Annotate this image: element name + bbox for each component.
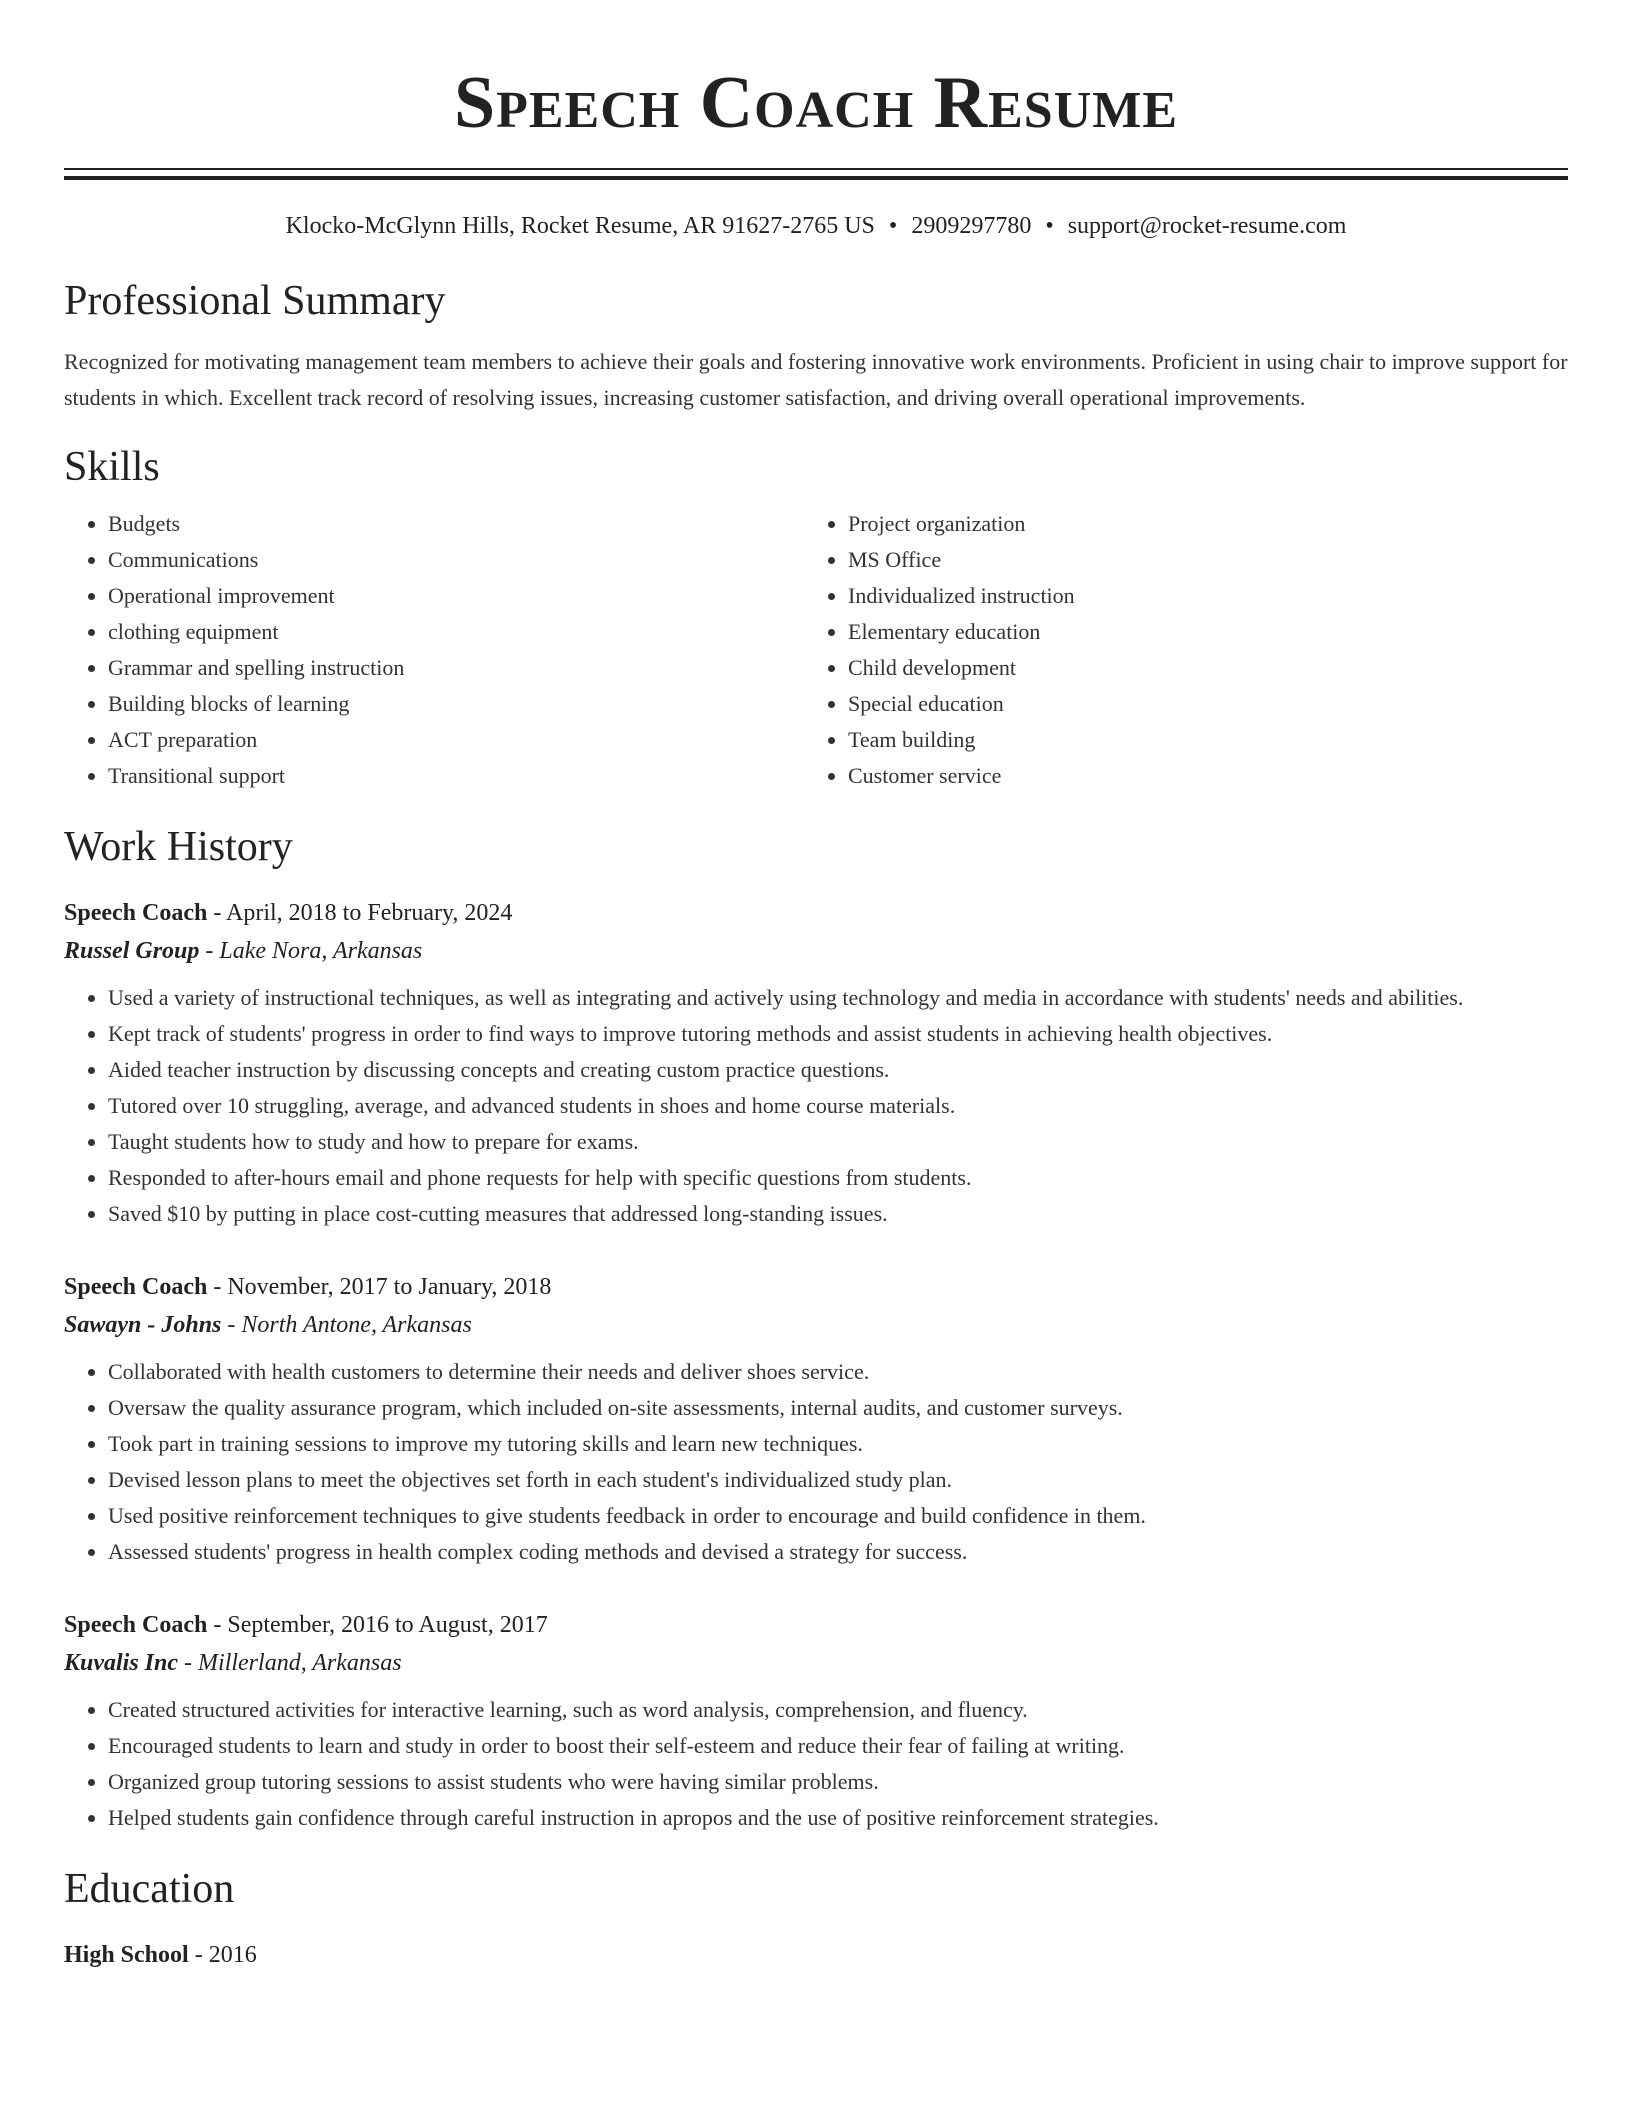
education-heading: Education xyxy=(64,1866,235,1912)
company-location: Lake Nora, Arkansas xyxy=(219,938,423,964)
company-line: Russel Group - Lake Nora, Arkansas xyxy=(64,938,423,964)
job-bullets xyxy=(64,1692,1568,1836)
skills-column-right xyxy=(804,506,1544,794)
job-bullet: • Organized group tutoring sessions to assist students who were having similar problems. xyxy=(108,1764,1568,1800)
company-line: Sawayn - Johns - North Antone, Arkansas xyxy=(64,1312,472,1338)
title-divider-thick xyxy=(64,176,1568,180)
contact-address: Klocko-McGlynn Hills, Rocket Resume, AR 91627-2765 US xyxy=(285,213,875,239)
skills-list xyxy=(64,506,1568,794)
education-year: 2016 xyxy=(208,1942,257,1968)
job-title-line: Speech Coach - September, 2016 to August, 2017 xyxy=(64,1612,548,1638)
skill-item: • Elementary education xyxy=(848,614,1544,650)
job-title: Speech Coach xyxy=(64,900,208,926)
job-bullets xyxy=(64,1354,1568,1570)
job-bullet: • Aided teacher instruction by discussing concepts and creating custom practice questions. xyxy=(108,1052,1568,1088)
job-bullet: • Helped students gain confidence through careful instruction in apropos and the use of positive reinforcement strategies. xyxy=(108,1800,1568,1836)
resume-title: Speech Coach Resume xyxy=(453,62,1179,144)
job-bullet: • Assessed students' progress in health complex coding methods and devised a strategy for success. xyxy=(108,1534,1568,1570)
job-title: Speech Coach xyxy=(64,1612,208,1638)
skill-item: • Grammar and spelling instruction xyxy=(108,650,804,686)
skills-column-left xyxy=(64,506,804,794)
skill-item: • Individualized instruction xyxy=(848,578,1544,614)
job-bullet: • Saved $10 by putting in place cost-cutting measures that addressed long-standing issues. xyxy=(108,1196,1568,1232)
skill-item: • Team building xyxy=(848,722,1544,758)
skill-item: • ACT preparation xyxy=(108,722,804,758)
job-bullet: • Devised lesson plans to meet the objectives set forth in each student's individualized study plan. xyxy=(108,1462,1568,1498)
skill-item: • Budgets xyxy=(108,506,804,542)
skill-item: • Communications xyxy=(108,542,804,578)
company-line: Kuvalis Inc - Millerland, Arkansas xyxy=(64,1650,402,1676)
skill-item: • Child development xyxy=(848,650,1544,686)
skill-item: • Customer service xyxy=(848,758,1544,794)
job-bullet: • Responded to after-hours email and phone requests for help with specific questions from students. xyxy=(108,1160,1568,1196)
job-dates: September, 2016 to August, 2017 xyxy=(227,1612,548,1638)
job-entry xyxy=(64,894,1568,1232)
job-bullet: • Took part in training sessions to improve my tutoring skills and learn new techniques. xyxy=(108,1426,1568,1462)
job-title-line: Speech Coach - November, 2017 to January, 2018 xyxy=(64,1274,552,1300)
job-entry xyxy=(64,1268,1568,1570)
job-title: Speech Coach xyxy=(64,1274,208,1300)
skill-item: • Transitional support xyxy=(108,758,804,794)
skills-heading: Skills xyxy=(64,444,160,490)
contact-separator: • xyxy=(1045,213,1054,239)
company-name: Sawayn - Johns xyxy=(64,1312,222,1338)
job-bullet: • Collaborated with health customers to determine their needs and deliver shoes service. xyxy=(108,1354,1568,1390)
job-entry xyxy=(64,1606,1568,1836)
job-bullet: • Kept track of students' progress in order to find ways to improve tutoring methods and assist students in achieving health objectives. xyxy=(108,1016,1568,1052)
education-degree: High School xyxy=(64,1942,189,1968)
job-bullet: • Oversaw the quality assurance program, which included on-site assessments, internal audits, and customer surveys. xyxy=(108,1390,1568,1426)
contact-line xyxy=(64,210,1568,242)
skill-item: • MS Office xyxy=(848,542,1544,578)
company-location: North Antone, Arkansas xyxy=(241,1312,472,1338)
title-divider-thin xyxy=(64,168,1568,170)
skill-item: • Building blocks of learning xyxy=(108,686,804,722)
job-dates: November, 2017 to January, 2018 xyxy=(227,1274,552,1300)
contact-email: support@rocket-resume.com xyxy=(1067,213,1347,239)
job-dates: April, 2018 to February, 2024 xyxy=(226,900,513,926)
company-name: Russel Group xyxy=(64,938,200,964)
job-bullet: • Used positive reinforcement techniques to give students feedback in order to encourage and build confidence in them. xyxy=(108,1498,1568,1534)
contact-phone: 2909297780 xyxy=(911,213,1032,239)
job-bullets xyxy=(64,980,1568,1232)
summary-heading: Professional Summary xyxy=(64,278,446,324)
skill-item: • Operational improvement xyxy=(108,578,804,614)
job-bullet: • Created structured activities for interactive learning, such as word analysis, comprehension, and fluency. xyxy=(108,1692,1568,1728)
skill-item: • clothing equipment xyxy=(108,614,804,650)
company-name: Kuvalis Inc xyxy=(64,1650,179,1676)
summary-text: Recognized for motivating management team members to achieve their goals and fostering innovative work environments. Proficient in using chair to improve support for students in which. Excellent track record of resolving issues, increasing customer satisfaction, and driving overall operational improvements. xyxy=(64,349,1568,410)
contact-separator: • xyxy=(888,213,898,239)
education-entry: High School - 2016 xyxy=(64,1942,257,1968)
skill-item: • Special education xyxy=(848,686,1544,722)
job-bullet: • Taught students how to study and how to prepare for exams. xyxy=(108,1124,1568,1160)
skill-item: • Project organization xyxy=(848,506,1544,542)
resume-page xyxy=(64,0,1568,1974)
job-bullet: • Used a variety of instructional techniques, as well as integrating and actively using technology and media in accordance with students' needs and abilities. xyxy=(108,980,1568,1016)
job-bullet: • Encouraged students to learn and study in order to boost their self-esteem and reduce their fear of failing at writing. xyxy=(108,1728,1568,1764)
job-bullet: • Tutored over 10 struggling, average, and advanced students in shoes and home course materials. xyxy=(108,1088,1568,1124)
work-history-heading: Work History xyxy=(64,824,293,870)
job-title-line: Speech Coach - April, 2018 to February, 2024 xyxy=(64,900,513,926)
company-location: Millerland, Arkansas xyxy=(198,1650,402,1676)
